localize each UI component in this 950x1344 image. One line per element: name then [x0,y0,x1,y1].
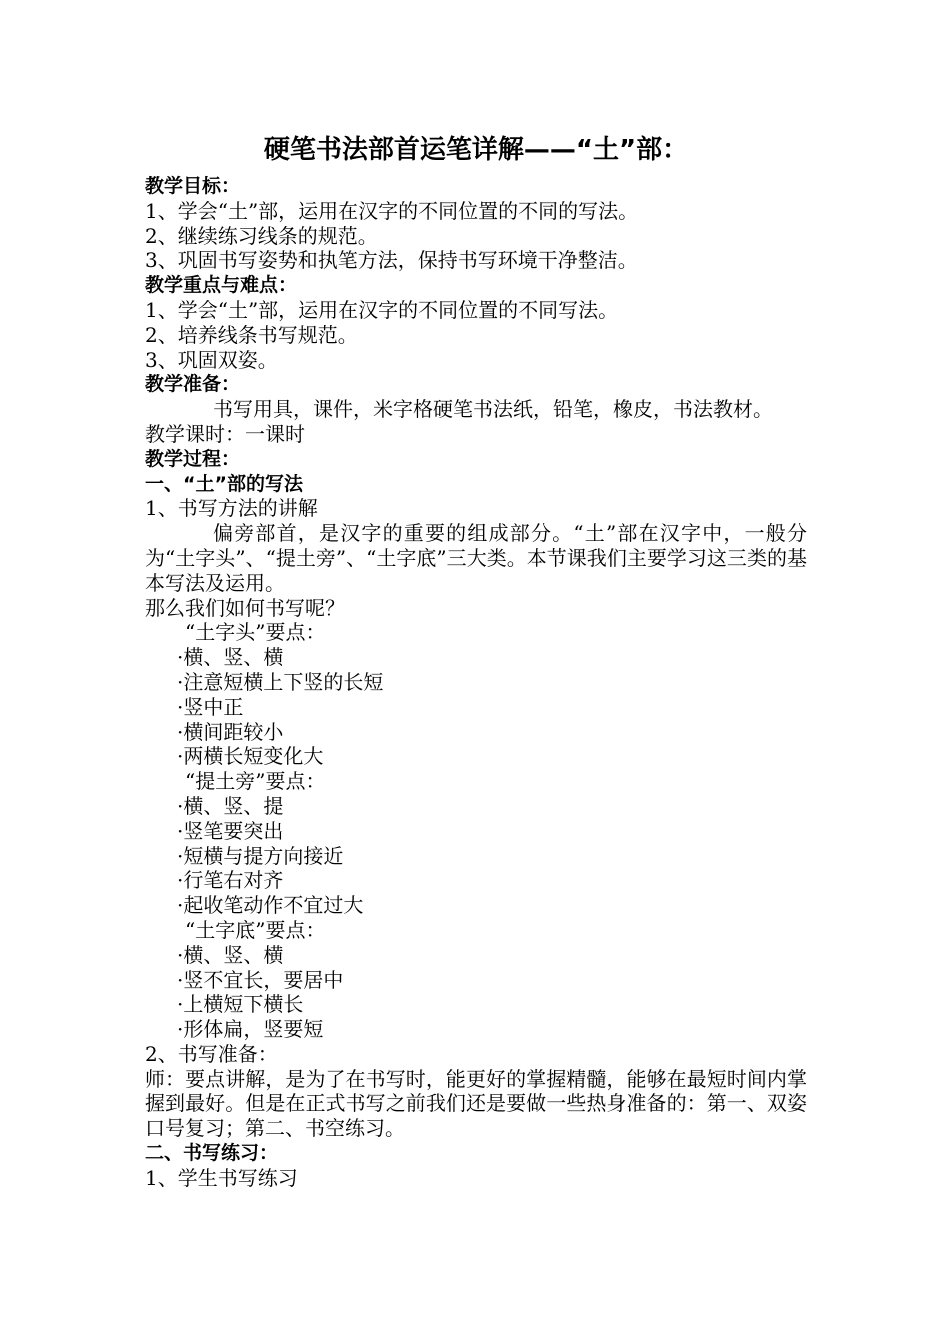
point-item: ·横、竖、横 [177,645,284,670]
teacher-note: 师：要点讲解，是为了在书写时，能更好的掌握精髓，能够在最短时间内掌握到最好。但是在正式书写之前我们还是要做一些热身准备的：第一、双姿口号复习；第二、书空练习。 [145,1066,807,1141]
point-item: ·竖笔要突出 [177,818,284,843]
point-item: ·横、竖、横 [177,942,284,967]
point-item: ·起收笔动作不宜过大 [177,893,364,918]
section1-intro: 偏旁部首，是汉字的重要的组成部分。“土”部在汉字中，一般分为“土字头”、“提土旁”、“土字底”三大类。本节课我们主要学习这三类的基本写法及运用。 [145,521,807,595]
section2-sub1: 1、学生书写练习 [145,1165,298,1190]
group-title-tuzidi: “土字底”要点： [185,917,326,942]
point-item: ·形体扁，竖要短 [177,1017,324,1042]
point-item: ·竖中正 [177,694,244,719]
point-item: ·上横短下横长 [177,992,304,1017]
section1-heading: 一、“土”部的写法 [145,472,303,495]
section2-heading: 二、书写练习： [145,1142,279,1165]
section1-question: 那么我们如何书写呢？ [145,595,345,620]
preparation-heading: 教学准备： [145,373,241,396]
section1-sub1: 1、书写方法的讲解 [145,496,318,521]
point-item: ·短横与提方向接近 [177,843,344,868]
key-points-heading: 教学重点与难点： [145,274,298,297]
goal-item: 2、继续练习线条的规范。 [145,223,378,248]
preparation-text: 书写用具，课件，米字格硬笔书法纸，铅笔，橡皮，书法教材。 [213,397,773,422]
key-point-item: 1、学会“土”部，运用在汉字的不同位置的不同写法。 [145,297,619,322]
page-title: 硬笔书法部首运笔详解——“土”部： [263,135,689,165]
process-heading: 教学过程： [145,447,241,470]
section1-sub2: 2、书写准备： [145,1041,278,1066]
point-item: ·横、竖、提 [177,793,284,818]
key-point-item: 3、巩固双姿。 [145,347,278,372]
document-body [145,130,807,1191]
point-item: ·两横长短变化大 [177,744,324,769]
key-point-item: 2、培养线条书写规范。 [145,322,358,347]
lesson-time: 教学课时：一课时 [145,421,305,446]
point-item: ·竖不宜长，要居中 [177,967,344,992]
group-title-titupang: “提土旁”要点： [185,769,326,794]
point-item: ·横间距较小 [177,719,284,744]
goals-heading: 教学目标： [145,175,241,197]
group-title-tuzitou: “土字头”要点： [185,620,326,645]
goal-item: 1、学会“土”部，运用在汉字的不同位置的不同的写法。 [145,198,639,223]
point-item: ·行笔右对齐 [177,868,284,893]
goal-item: 3、巩固书写姿势和执笔方法，保持书写环境干净整洁。 [145,248,638,273]
point-item: ·注意短横上下竖的长短 [177,669,384,694]
